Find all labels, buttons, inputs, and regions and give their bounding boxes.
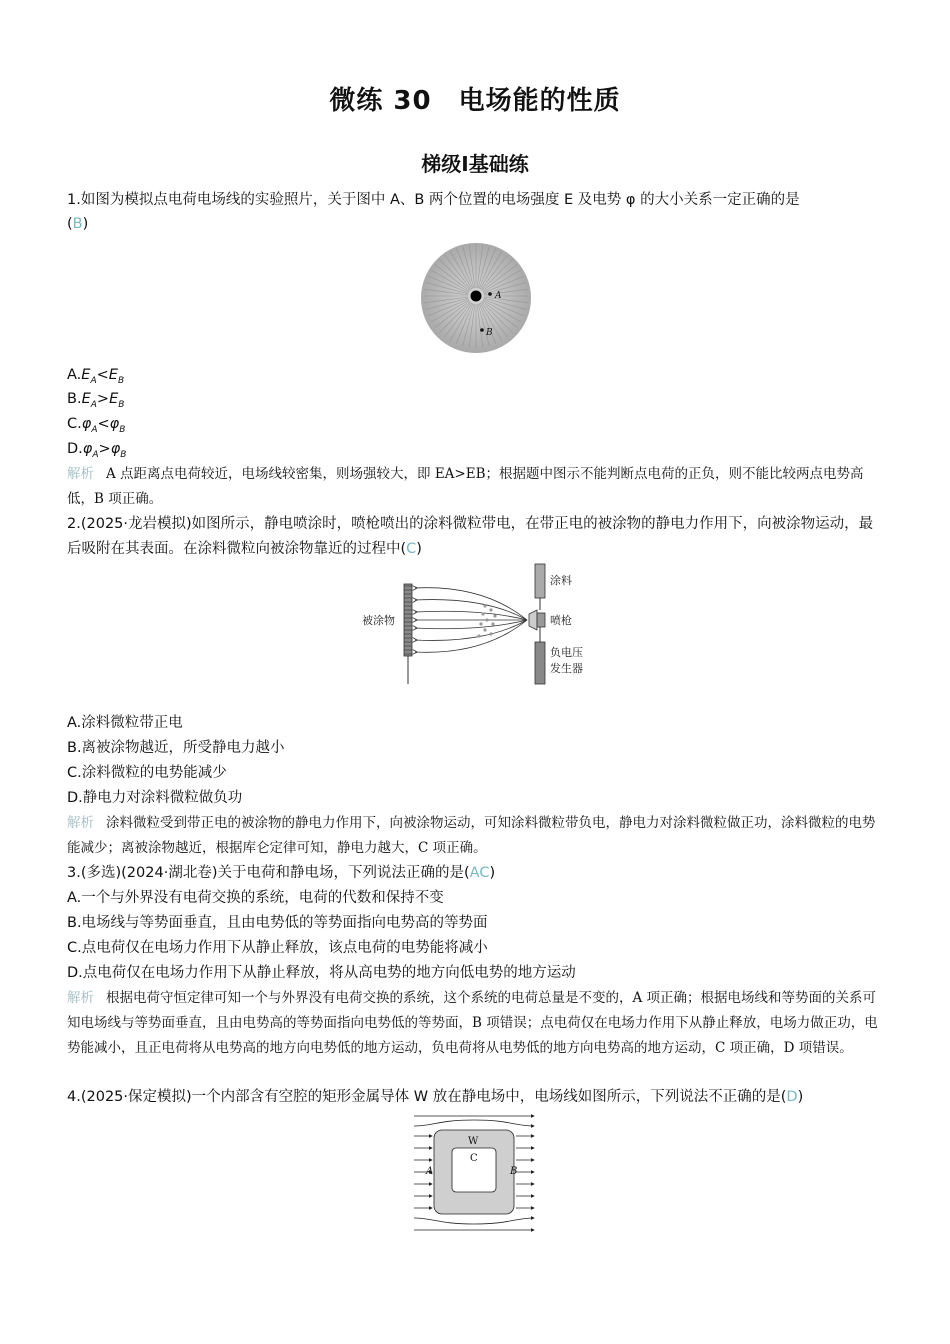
q1-answer-line: (B)	[67, 216, 89, 232]
q2-answer: C	[406, 541, 417, 557]
spray-gun	[529, 610, 537, 630]
q3-option-c: C.点电荷仅在电场力作用下从静止释放，该点电荷的电势能将减小	[67, 940, 488, 956]
q2-option-b: B.离被涂物越近，所受静电力越小	[67, 740, 285, 756]
point-charge	[471, 291, 482, 302]
q4-stem: 4.(2025·保定模拟)一个内部含有空腔的矩形金属导体 W 放在静电场中，电场线如图所示，下列说法不正确的是(D)	[67, 1089, 804, 1105]
label-a: A	[495, 291, 502, 301]
label-paint: 涂料	[550, 574, 572, 587]
q1-option-b: $B.E_A>E_B$	[67, 391, 125, 410]
q4-answer: D	[786, 1089, 798, 1105]
q1-option-c: $C.\varphi_A<\varphi_B$	[67, 416, 126, 435]
label-b: B	[486, 328, 493, 338]
q3-analysis: 解析 根据电荷守恒定律可知一个与外界没有电荷交换的系统，这个系统的电荷总量是不变的，A 项正确；根据电场线和等势面的关系可知电场线与等势面垂直，且由电势高的等势面指向电势低的等势面，B 项错误；点电荷仅在电场力作用下从静止释放，电场力做正功，电势能减小，且正电荷将从电势高的地方向电势低的地方运动，负电荷将从电势低的地方向电势高的地方运动，C 项正确，D 项错误。	[67, 990, 878, 1056]
coated-object	[404, 584, 412, 656]
q3-option-d: D.点电荷仅在电场力作用下从静止释放，将从高电势的地方向低电势的地方运动	[67, 965, 576, 981]
q1-analysis: 解析 A 点距离点电荷较近，电场线较密集，则场强较大，即 EA>EB；根据题中图示不能判断点电荷的正负，则不能比较两点电势高低，B 项正确。	[67, 466, 864, 507]
q4-conductor-diagram	[412, 1112, 536, 1234]
q3-answer: AC	[469, 865, 490, 881]
q1-stem: 1.如图为模拟点电荷电场线的实验照片，关于图中 A、B 两个位置的电场强度 E 及电势 φ 的大小关系一定正确的是	[67, 192, 800, 208]
q1-field-photo	[420, 242, 532, 354]
voltage-generator	[535, 642, 545, 684]
label-b: B	[510, 1166, 518, 1177]
page-title: 微练 30 电场能的性质	[329, 86, 621, 116]
label-object: 被涂物	[362, 614, 395, 627]
label-w: W	[468, 1136, 479, 1147]
label-a: A	[426, 1166, 434, 1177]
q2-analysis: 解析 涂料微粒受到带正电的被涂物的静电力作用下，向被涂物运动，可知涂料微粒带负电，静电力对涂料微粒做正功，涂料微粒的电势能减少；离被涂物越近，根据库仑定律可知，静电力越大，C 项正确。	[67, 815, 876, 856]
label-c: C	[470, 1153, 478, 1164]
q3-option-a: A.一个与外界没有电荷交换的系统，电荷的代数和保持不变	[67, 890, 444, 906]
label-gun: 喷枪	[550, 614, 572, 627]
section-title: 梯级Ⅰ基础练	[421, 152, 529, 176]
q3-option-b: B.电场线与等势面垂直，且由电势低的等势面指向电势高的等势面	[67, 915, 488, 931]
label-gen2: 发生器	[550, 662, 583, 675]
q2-stem: 2.(2025·龙岩模拟)如图所示，静电喷涂时，喷枪喷出的涂料微粒带电，在带正电的被涂物的静电力作用下，向被涂物运动，最后吸附在其表面。在涂料微粒向被涂物靠近的过程中(C)	[67, 516, 874, 557]
q1-answer: B	[72, 216, 83, 232]
q2-option-c: C.涂料微粒的电势能减少	[67, 765, 227, 781]
q3-stem: 3.(多选)(2024·湖北卷)关于电荷和静电场，下列说法正确的是(AC)	[67, 865, 496, 881]
paint-tank	[535, 564, 545, 598]
q2-spray-diagram	[355, 560, 605, 688]
q1-option-d: $D.\varphi_A>\varphi_B$	[67, 441, 127, 460]
q1-option-a: $A.E_A<E_B$	[67, 367, 125, 386]
label-gen1: 负电压	[550, 646, 583, 659]
q2-option-a: A.涂料微粒带正电	[67, 715, 183, 731]
q2-option-d: D.静电力对涂料微粒做负功	[67, 790, 243, 806]
